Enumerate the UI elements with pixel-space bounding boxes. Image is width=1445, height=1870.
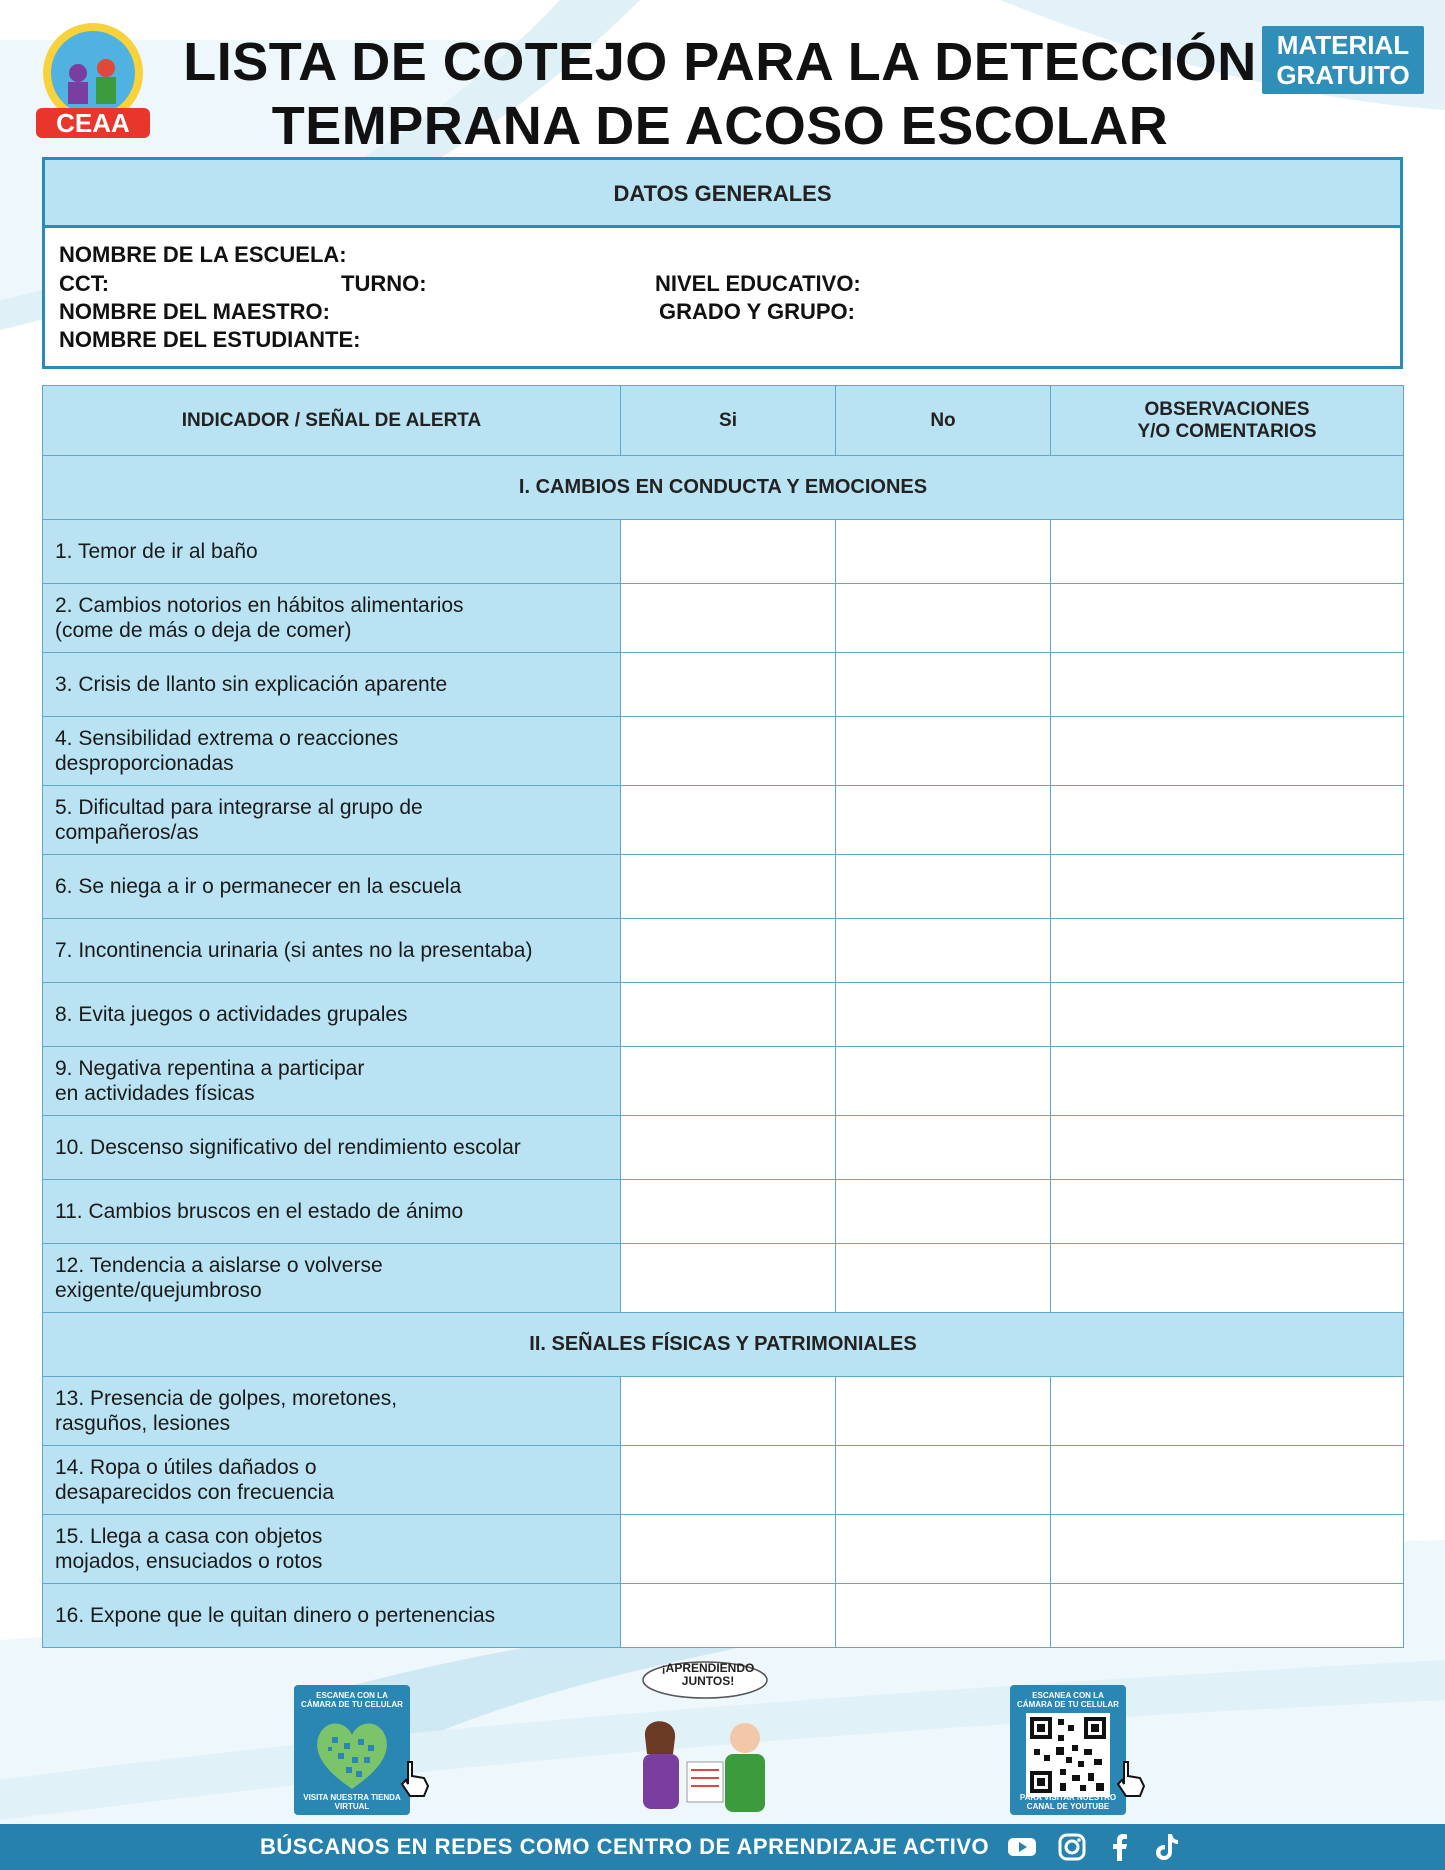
pointing-hand-icon	[398, 1758, 432, 1798]
table-row	[43, 1377, 1404, 1446]
field-escuela-label: NOMBRE DE LA ESCUELA:	[59, 242, 347, 267]
no-cell[interactable]	[836, 1116, 1051, 1180]
si-cell[interactable]	[621, 653, 836, 717]
ceaa-logo	[28, 18, 158, 143]
si-cell[interactable]	[621, 584, 836, 653]
observaciones-cell[interactable]	[1051, 855, 1404, 919]
indicator-label: 9. Negativa repentina a participar en actividades físicas	[43, 1047, 621, 1116]
heart-qr-code-icon	[310, 1713, 394, 1797]
no-cell[interactable]	[836, 1377, 1051, 1446]
si-cell[interactable]	[621, 1584, 836, 1648]
indicator-label: 12. Tendencia a aislarse o volverse exigente/quejumbroso	[43, 1244, 621, 1313]
si-cell[interactable]	[621, 1377, 836, 1446]
no-cell[interactable]	[836, 1515, 1051, 1584]
si-cell[interactable]	[621, 717, 836, 786]
qr-right-top-text: ESCANEA CON LA CÁMARA DE TU CELULAR	[1017, 1691, 1119, 1709]
badge-line-2: GRATUITO	[1276, 60, 1410, 90]
indicator-label: 4. Sensibilidad extrema o reacciones desproporcionadas	[43, 717, 621, 786]
badge-line-1: MATERIAL	[1276, 30, 1410, 60]
si-cell[interactable]	[621, 786, 836, 855]
field-turno-label: TURNO:	[341, 271, 427, 296]
tiktok-icon[interactable]	[1150, 1831, 1182, 1863]
table-row	[43, 919, 1404, 983]
table-row	[43, 1515, 1404, 1584]
indicator-label: 15. Llega a casa con objetos mojados, ensuciados o rotos	[43, 1515, 621, 1584]
indicator-label: 7. Incontinencia urinaria (si antes no la presentaba)	[43, 919, 621, 983]
indicator-label: 2. Cambios notorios en hábitos alimentarios (come de más o deja de comer)	[43, 584, 621, 653]
no-cell[interactable]	[836, 1244, 1051, 1313]
field-grado-label: GRADO Y GRUPO:	[659, 299, 855, 324]
si-cell[interactable]	[621, 1047, 836, 1116]
qr-left-top-text: ESCANEA CON LA CÁMARA DE TU CELULAR	[301, 1691, 403, 1709]
indicator-label: 6. Se niega a ir o permanecer en la escuela	[43, 855, 621, 919]
si-cell[interactable]	[621, 1446, 836, 1515]
qr-left-bottom-text: VISITA NUESTRA TIENDA VIRTUAL	[303, 1793, 401, 1811]
field-cct-label: CCT:	[59, 271, 110, 296]
table-row	[43, 1116, 1404, 1180]
table-header-row	[43, 386, 1404, 456]
footer-social-text: BÚSCANOS EN REDES COMO CENTRO DE APRENDIZAJE ACTIVO	[260, 1834, 990, 1859]
no-cell[interactable]	[836, 1047, 1051, 1116]
qr-code-icon	[1026, 1713, 1110, 1797]
table-row	[43, 855, 1404, 919]
table-row	[43, 786, 1404, 855]
table-row	[43, 1047, 1404, 1116]
section-heading: I. CAMBIOS EN CONDUCTA Y EMOCIONES	[43, 456, 1404, 520]
facebook-icon[interactable]	[1104, 1831, 1136, 1863]
si-cell[interactable]	[621, 1244, 836, 1313]
page-title	[180, 30, 1260, 158]
indicator-label: 10. Descenso significativo del rendimiento escolar	[43, 1116, 621, 1180]
datos-generales-heading: DATOS GENERALES	[45, 160, 1400, 228]
no-cell[interactable]	[836, 855, 1051, 919]
datos-generales-fields	[45, 228, 1400, 366]
observaciones-cell[interactable]	[1051, 1515, 1404, 1584]
table-row	[43, 584, 1404, 653]
column-header-observaciones: OBSERVACIONES Y/O COMENTARIOS	[1051, 386, 1404, 456]
title-line-1: LISTA DE COTEJO PARA LA DETECCIÓN	[183, 32, 1257, 92]
table-row	[43, 717, 1404, 786]
observaciones-cell[interactable]	[1051, 1244, 1404, 1313]
material-gratuito-badge	[1262, 26, 1424, 94]
instagram-icon[interactable]	[1056, 1831, 1088, 1863]
column-header-no: No	[836, 386, 1051, 456]
observaciones-cell[interactable]	[1051, 1446, 1404, 1515]
table-row	[43, 520, 1404, 584]
section-heading: II. SEÑALES FÍSICAS Y PATRIMONIALES	[43, 1313, 1404, 1377]
no-cell[interactable]	[836, 584, 1051, 653]
indicator-label: 5. Dificultad para integrarse al grupo de compañeros/as	[43, 786, 621, 855]
table-row	[43, 1180, 1404, 1244]
observaciones-cell[interactable]	[1051, 1377, 1404, 1446]
observaciones-cell[interactable]	[1051, 1116, 1404, 1180]
observaciones-cell[interactable]	[1051, 1180, 1404, 1244]
table-row	[43, 1244, 1404, 1313]
table-row	[43, 983, 1404, 1047]
observaciones-cell[interactable]	[1051, 919, 1404, 983]
youtube-icon[interactable]	[1006, 1831, 1038, 1863]
table-row	[43, 653, 1404, 717]
observaciones-cell[interactable]	[1051, 1047, 1404, 1116]
qr-right-bottom-text: PARA VISITAR NUESTRO CANAL DE YOUTUBE	[1019, 1793, 1117, 1811]
column-header-si: Si	[621, 386, 836, 456]
observaciones-cell[interactable]	[1051, 786, 1404, 855]
no-cell[interactable]	[836, 1180, 1051, 1244]
title-line-2: TEMPRANA DE ACOSO ESCOLAR	[271, 96, 1169, 156]
qr-card-tienda[interactable]	[294, 1685, 410, 1815]
si-cell[interactable]	[621, 855, 836, 919]
table-row	[43, 1584, 1404, 1648]
no-cell[interactable]	[836, 717, 1051, 786]
indicator-label: 11. Cambios bruscos en el estado de ánimo	[43, 1180, 621, 1244]
pointing-hand-icon	[1114, 1758, 1148, 1798]
section-row	[43, 1313, 1404, 1377]
si-cell[interactable]	[621, 1116, 836, 1180]
no-cell[interactable]	[836, 786, 1051, 855]
indicator-label: 1. Temor de ir al baño	[43, 520, 621, 584]
indicator-label: 13. Presencia de golpes, moretones, rasguños, lesiones	[43, 1377, 621, 1446]
observaciones-cell[interactable]	[1051, 520, 1404, 584]
aprendiendo-juntos-bubble: ¡APRENDIENDO JUNTOS!	[661, 1661, 755, 1688]
no-cell[interactable]	[836, 520, 1051, 584]
field-maestro-label: NOMBRE DEL MAESTRO:	[59, 299, 330, 324]
no-cell[interactable]	[836, 919, 1051, 983]
svg-text:CEAA: CEAA	[56, 108, 130, 138]
footer-bar	[0, 1824, 1445, 1870]
field-nivel-label: NIVEL EDUCATIVO:	[655, 271, 861, 296]
indicator-label: 14. Ropa o útiles dañados o desaparecidos con frecuencia	[43, 1446, 621, 1515]
no-cell[interactable]	[836, 983, 1051, 1047]
table-row	[43, 1446, 1404, 1515]
observaciones-cell[interactable]	[1051, 983, 1404, 1047]
datos-generales-box	[42, 157, 1403, 369]
si-cell[interactable]	[621, 983, 836, 1047]
qr-card-youtube[interactable]	[1010, 1685, 1126, 1815]
no-cell[interactable]	[836, 653, 1051, 717]
si-cell[interactable]	[621, 919, 836, 983]
no-cell[interactable]	[836, 1584, 1051, 1648]
indicator-label: 16. Expone que le quitan dinero o pertenencias	[43, 1584, 621, 1648]
si-cell[interactable]	[621, 1515, 836, 1584]
observaciones-cell[interactable]	[1051, 717, 1404, 786]
si-cell[interactable]	[621, 1180, 836, 1244]
checklist-table	[42, 385, 1404, 1648]
section-row	[43, 456, 1404, 520]
observaciones-cell[interactable]	[1051, 1584, 1404, 1648]
no-cell[interactable]	[836, 1446, 1051, 1515]
indicator-label: 8. Evita juegos o actividades grupales	[43, 983, 621, 1047]
si-cell[interactable]	[621, 520, 836, 584]
field-estudiante-label: NOMBRE DEL ESTUDIANTE:	[59, 327, 361, 352]
observaciones-cell[interactable]	[1051, 653, 1404, 717]
indicator-label: 3. Crisis de llanto sin explicación aparente	[43, 653, 621, 717]
observaciones-cell[interactable]	[1051, 584, 1404, 653]
column-header-indicador: INDICADOR / SEÑAL DE ALERTA	[43, 386, 621, 456]
